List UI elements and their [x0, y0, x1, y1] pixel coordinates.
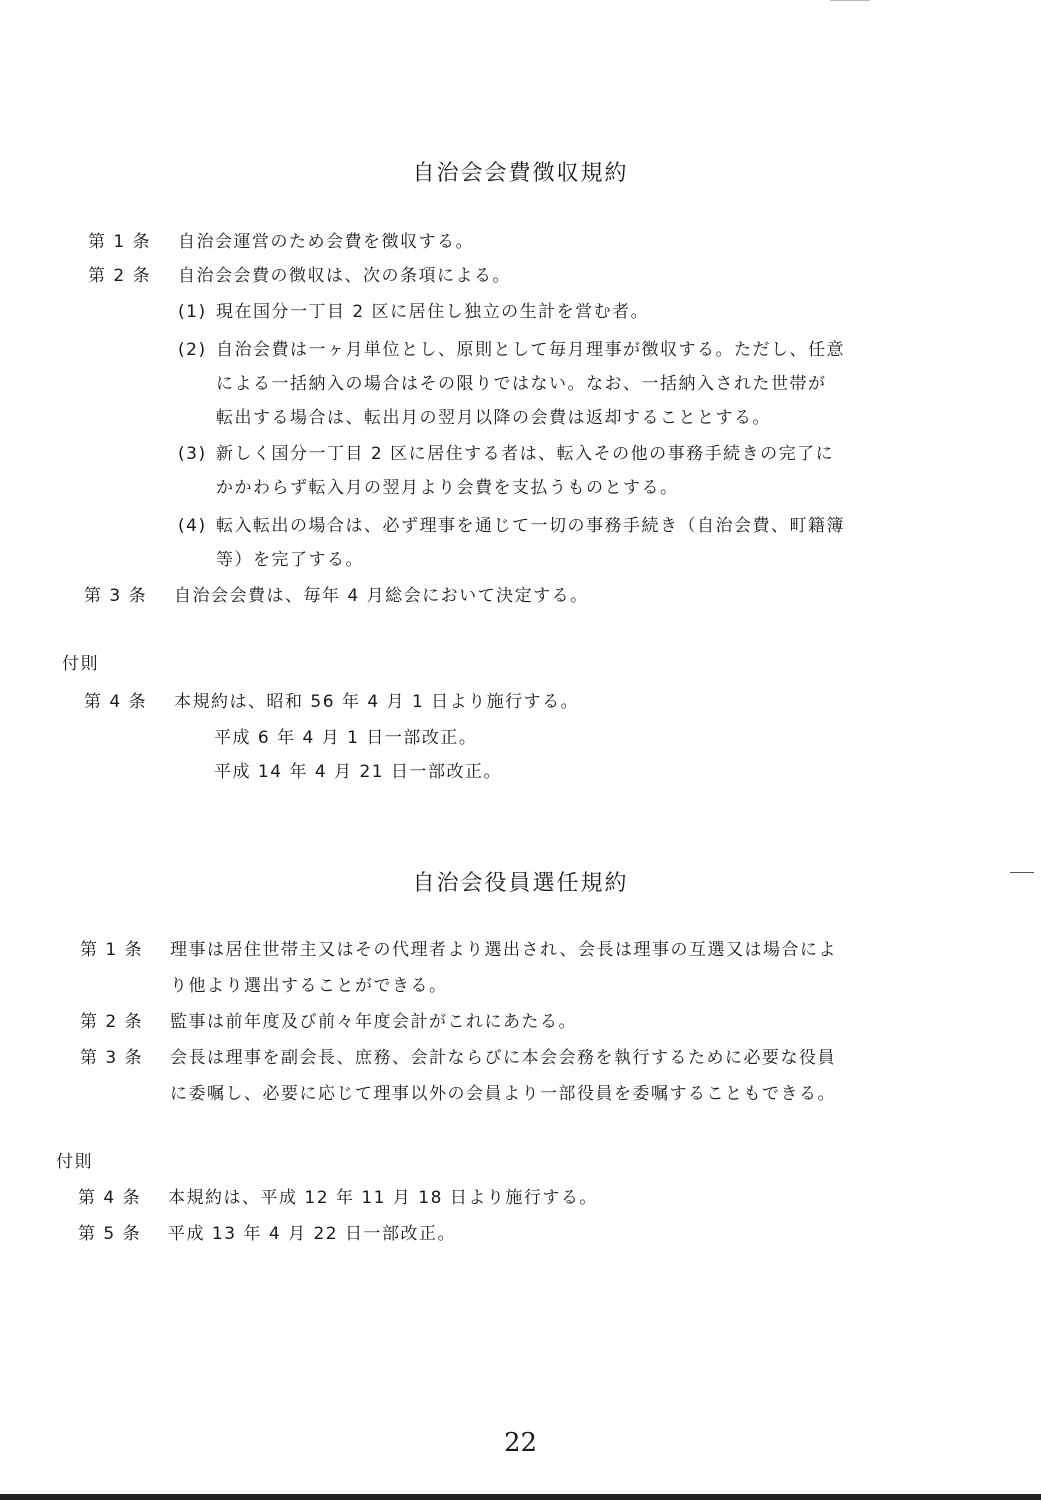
s1-item1-num: (1): [178, 302, 207, 322]
s1-art2-label: 第 2 条: [88, 266, 152, 286]
s1-art4-line1: 本規約は、昭和 56 年 4 月 1 日より施行する。: [174, 692, 580, 712]
s1-item4-num: (4): [178, 516, 207, 536]
s1-item2-line3: 転出する場合は、転出月の翌月以降の会費は返却することとする。: [216, 408, 771, 428]
s1-item4-line2: 等）を完了する。: [216, 550, 364, 570]
s1-art3-text: 自治会会費は、毎年 4 月総会において決定する。: [174, 586, 589, 606]
s1-art4-label: 第 4 条: [84, 692, 148, 712]
s1-art2-text: 自治会会費の徴収は、次の条項による。: [178, 266, 511, 286]
s2-supplement-heading: 付則: [56, 1152, 93, 1172]
s2-art4-label: 第 4 条: [78, 1188, 142, 1208]
s2-art5-text: 平成 13 年 4 月 22 日一部改正。: [168, 1224, 457, 1244]
s2-art4-text: 本規約は、平成 12 年 11 月 18 日より施行する。: [168, 1188, 598, 1208]
s2-art3-line2: に委嘱し、必要に応じて理事以外の会員より一部役員を委嘱することもできる。: [170, 1084, 836, 1104]
s1-art3-label: 第 3 条: [84, 586, 148, 606]
s2-art1-line1: 理事は居住世帯主又はその代理者より選出され、会長は理事の互選又は場合によ: [170, 940, 838, 960]
s1-art1-label: 第 1 条: [88, 232, 152, 252]
s2-art1-label: 第 1 条: [80, 940, 144, 960]
s2-art2-label: 第 2 条: [80, 1012, 144, 1032]
scan-mark-top: [830, 0, 870, 1]
s2-art5-label: 第 5 条: [78, 1224, 142, 1244]
s1-item3-line2: かかわらず転入月の翌月より会費を支払うものとする。: [216, 478, 679, 498]
s1-art4-line2: 平成 6 年 4 月 1 日一部改正。: [214, 728, 478, 748]
s1-item1-line1: 現在国分一丁目 2 区に居住し独立の生計を営む者。: [216, 302, 650, 322]
s1-supplement-heading: 付則: [62, 654, 99, 674]
s1-item2-line2: による一括納入の場合はその限りではない。なお、一括納入された世帯が: [216, 374, 827, 394]
section1-title: 自治会会費徴収規約: [412, 161, 629, 186]
scan-bottom-edge: [0, 1494, 1041, 1500]
s1-item4-line1: 転入転出の場合は、必ず理事を通じて一切の事務手続き（自治会費、町籍簿: [216, 516, 845, 536]
scan-mark: [1010, 872, 1034, 873]
s1-item3-line1: 新しく国分一丁目 2 区に居住する者は、転入その他の事務手続きの完了に: [216, 444, 835, 464]
s1-item2-num: (2): [178, 340, 207, 360]
s2-art3-line1: 会長は理事を副会長、庶務、会計ならびに本会会務を執行するために必要な役員: [170, 1048, 836, 1068]
s1-item2-line1: 自治会費は一ヶ月単位とし、原則として毎月理事が徴収する。ただし、任意: [216, 340, 845, 360]
s2-art3-label: 第 3 条: [80, 1048, 144, 1068]
s1-art4-line3: 平成 14 年 4 月 21 日一部改正。: [214, 762, 503, 782]
section2-title: 自治会役員選任規約: [412, 871, 629, 896]
page-number: 22: [503, 1428, 538, 1458]
s1-item3-num: (3): [178, 444, 207, 464]
s1-art1-text: 自治会運営のため会費を徴収する。: [178, 232, 474, 252]
s2-art1-line2: り他より選出することができる。: [170, 976, 448, 996]
s2-art2-text: 監事は前年度及び前々年度会計がこれにあたる。: [170, 1012, 577, 1032]
